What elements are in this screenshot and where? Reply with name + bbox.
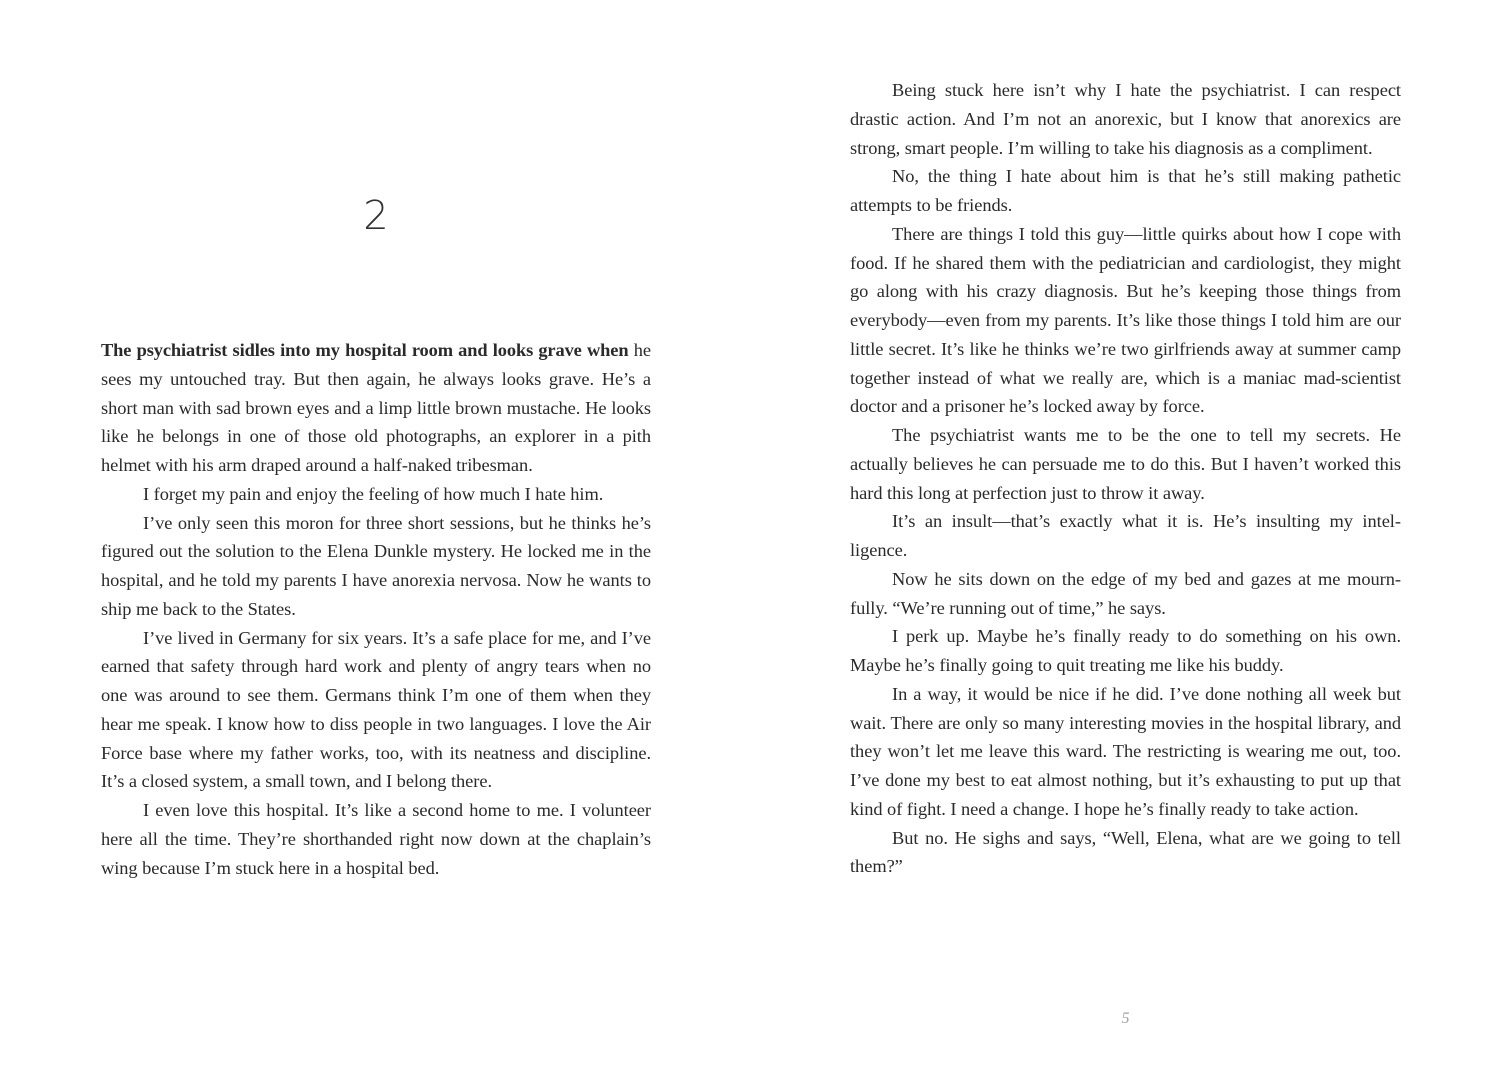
left-page [101,0,651,1082]
paragraph-text: he sees my untouched tray. But then again, he always looks grave. He’s a short man with sad brown eyes and a limp little brown mustache. He looks like he belongs in one of those old photographs, an explorer in a pith helmet with his arm draped around a half-naked tribesman. [101,340,651,475]
paragraph: I forget my pain and enjoy the feeling of how much I hate him. [143,483,604,504]
page-number: 5 [1121,1010,1130,1027]
paragraph: There are things I told this guy—little quirks about how I cope with food. If he shared them with the pediatrician and cardiologist, they might go along with his crazy diagnosis. But he’s keeping those things from everybody—even from my parents. It’s like those things I told him are our little secret. It’s like he thinks we’re two girlfriends away at summer camp together instead of what we really are, which is a maniac mad-scientist doctor and a prisoner he’s locked away by force. [850,223,1401,417]
paragraph: No, the thing I hate about him is that he’s still making pathetic attempts to be friends. [850,166,1401,215]
paragraph: But no. He sighs and says, “Well, Elena, what are we going to tell them?” [850,827,1401,877]
paragraph: I even love this hospital. It’s like a second home to me. I volunteer here all the time. They’re shorthanded right now down at the chaplain’s wing because I’m stuck here in a hospital bed. [101,800,651,878]
paragraph: I perk up. Maybe he’s finally ready to do something on his own. Maybe he’s finally going to quit treating me like his buddy. [850,626,1401,675]
paragraph: I’ve lived in Germany for six years. It’s a safe place for me, and I’ve earned that safety through hard work and plenty of angry tears when no one was around to see them. Germans think I’m one of them when they hear me speak. I know how to diss people in two languages. I love the Air Force base where my father works, too, with its neatness and discipline. It’s a closed system, a small town, and I belong there. [101,627,651,792]
paragraph: I’ve only seen this moron for three short sessions, but he thinks he’s figured out the solution to the Elena Dunkle mystery. He locked me in the hospital, and he told my parents I have anorexia nervosa. Now he wants to ship me back to the States. [101,512,651,619]
paragraph: Being stuck here isn’t why I hate the psychiatrist. I can respect drastic action. And I’m not an anorexic, but I know that anorexics are strong, smart people. I’m willing to take his diagnosis as a compliment. [850,80,1401,158]
paragraph [101,336,651,480]
left-page-text [101,336,651,882]
right-page-text [850,76,1401,881]
paragraph-lead-in: The psychiatrist sidles into my hospital room and looks grave when [101,340,629,360]
paragraph: In a way, it would be nice if he did. I’ve done nothing all week but wait. There are only so many interesting movies in the hospital library, and they won’t let me leave this ward. The restricting is wearing me out, too. I’ve done my best to eat almost nothing, but it’s exhausting to put up that kind of fight. I need a change. I hope he’s finally ready to take action. [850,683,1401,819]
paragraph: It’s an insult—that’s exactly what it is. He’s insulting my intelligence. [850,511,1401,560]
paragraph: Now he sits down on the edge of my bed and gazes at me mournfully. “We’re running out of time,” he says. [850,568,1401,618]
right-page [850,0,1401,1082]
paragraph: The psychiatrist wants me to be the one to tell my secrets. He actually believes he can persuade me to do this. But I haven’t worked this hard this long at perfection just to throw it away. [850,425,1401,503]
chapter-number: 2 [363,193,389,239]
